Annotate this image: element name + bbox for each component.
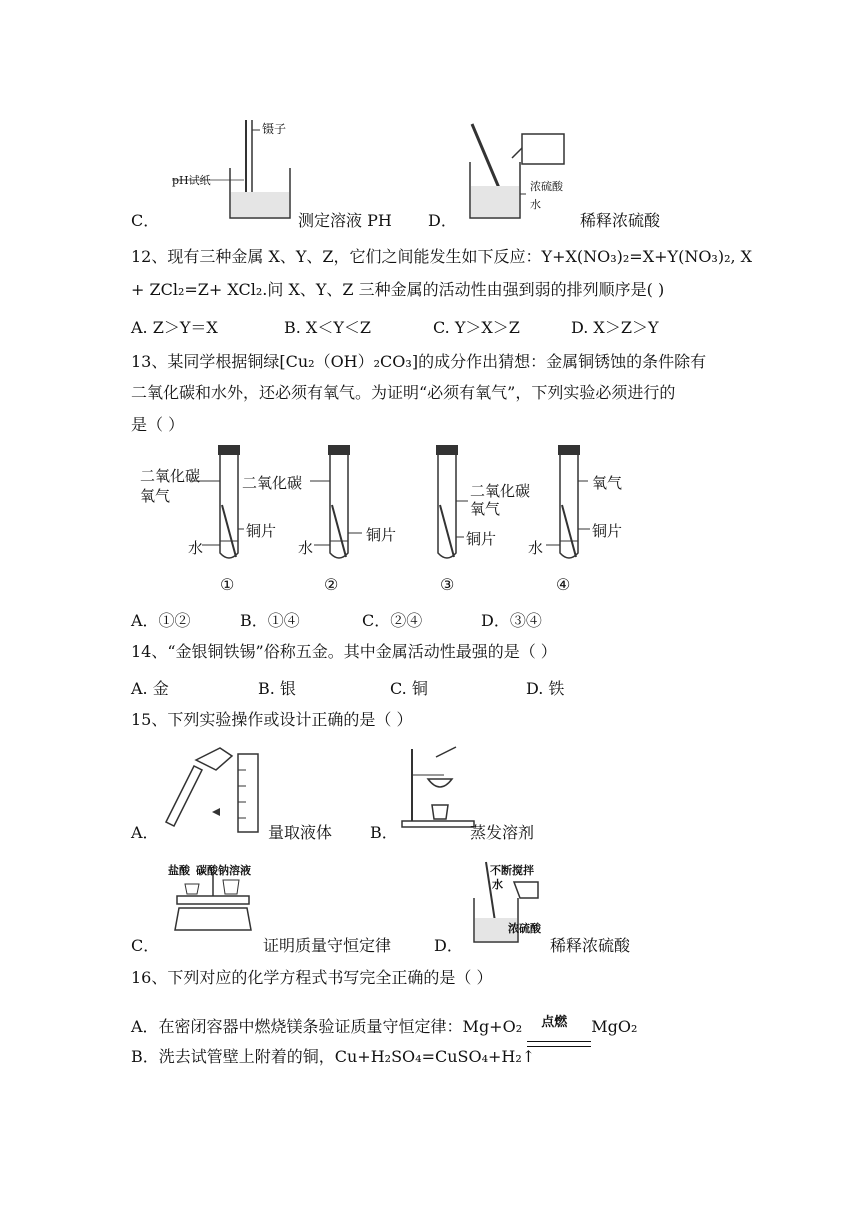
evaporate-figure (400, 745, 480, 831)
hydrochloric-acid-label: 盐酸 (168, 864, 190, 877)
q11-c-letter: C． (131, 211, 160, 230)
tube-4-copper-label: 铜片 (592, 522, 623, 540)
tube-2-water-label: 水 (298, 539, 314, 557)
measure-liquid-figure (160, 740, 270, 840)
q13-option-b: B．①④ (240, 611, 300, 630)
tube-1-water-label: 水 (188, 539, 204, 557)
q13-stem-line-2: 二氧化碳和水外，还必须有氧气。为证明“必须有氧气”，下列实验必须进行的 (131, 383, 676, 402)
q15-d-caption: 稀释浓硫酸 (550, 936, 631, 955)
q15-c-letter: C． (131, 936, 160, 955)
tube-1-number: ① (220, 575, 235, 594)
tube-4-water-label: 水 (528, 539, 544, 557)
q16-option-b: B．洗去试管壁上附着的铜，Cu+H₂SO₄=CuSO₄+H₂↑ (131, 1047, 536, 1066)
stir-label: 不断搅拌 (490, 864, 534, 877)
q13-stem-line-1: 13、某同学根据铜绿[Cu₂（OH）₂CO₃]的成分作出猜想：金属铜锈蚀的条件除有 (131, 352, 707, 371)
q13-stem-line-3: 是（ ） (131, 415, 185, 434)
q12-option-b: B. X＜Y＜Z (284, 318, 372, 337)
q11-d-letter: D． (428, 211, 457, 230)
concentrated-acid-label-2: 浓硫酸 (508, 922, 541, 935)
q13-option-c: C．②④ (362, 611, 423, 630)
q14-option-b: B. 银 (258, 679, 296, 698)
q13-option-a: A．①② (131, 611, 191, 630)
tube-1-co2-label: 二氧化碳 (140, 467, 201, 485)
q16-a-text: A．在密闭容器中燃烧镁条验证质量守恒定律：Mg+O₂ (131, 1017, 523, 1036)
water-label-2: 水 (492, 878, 503, 891)
q15-b-caption: 蒸发溶剂 (470, 823, 535, 842)
q14-stem: 14、“金银铜铁锡”俗称五金。其中金属活动性最强的是（ ） (131, 642, 557, 661)
q14-option-d: D. 铁 (526, 679, 565, 698)
q13-option-d: D．③④ (481, 611, 542, 630)
tube-3-number: ③ (440, 575, 455, 594)
q16-stem: 16、下列对应的化学方程式书写完全正确的是（ ） (131, 968, 493, 987)
q12-option-d: D. X＞Z＞Y (571, 318, 659, 337)
tube-4-number: ④ (556, 575, 571, 594)
dilute-acid-figure-1 (460, 118, 580, 226)
q12-option-a: A. Z＞Y＝X (131, 318, 218, 337)
tweezers-label: 镊子 (262, 122, 287, 136)
q12-stem-line-1: 12、现有三种金属 X、Y、Z，它们之间能发生如下反应：Y+X(NO₃)₂=X+Y(NO₃)₂, X (131, 247, 753, 266)
tube-3-o2-label: 氧气 (470, 500, 501, 518)
tube-2-co2-label: 二氧化碳 (242, 474, 303, 492)
q15-a-caption: 量取液体 (268, 823, 333, 842)
sodium-carbonate-label: 碳酸钠溶液 (196, 864, 251, 877)
tube-4-o2-label: 氧气 (592, 474, 623, 492)
q15-stem: 15、下列实验操作或设计正确的是（ ） (131, 710, 413, 729)
concentrated-acid-label: 浓硫酸 (530, 180, 563, 193)
q15-a-letter: A． (131, 823, 159, 842)
ph-paper-label: pH试纸 (172, 174, 211, 187)
q12-stem-line-2: + ZCl₂=Z+ XCl₂.问 X、Y、Z 三种金属的活动性由强到弱的排列顺序是( ) (131, 280, 665, 299)
q15-c-caption: 证明质量守恒定律 (263, 936, 392, 955)
water-label: 水 (530, 198, 541, 211)
tube-2-number: ② (324, 575, 339, 594)
q16-a-product: MgO₂ (591, 1017, 638, 1036)
q14-option-a: A. 金 (131, 679, 169, 698)
equals-bar (527, 1041, 591, 1047)
condition-ignite: 点燃 (541, 1015, 568, 1030)
tube-1-copper-label: 铜片 (246, 522, 277, 540)
q15-b-letter: B． (370, 823, 398, 842)
q12-option-c: C. Y＞X＞Z (433, 318, 520, 337)
tube-3-copper-label: 铜片 (466, 530, 497, 548)
q11-d-caption: 稀释浓硫酸 (580, 211, 661, 230)
q16-option-a (131, 1016, 637, 1038)
q15-d-letter: D． (434, 936, 463, 955)
q11-c-caption: 测定溶液 PH (298, 211, 392, 230)
tube-3-co2-label: 二氧化碳 (470, 482, 531, 500)
tube-2-copper-label: 铜片 (366, 526, 397, 544)
tube-1-o2-label: 氧气 (140, 487, 171, 505)
q14-option-c: C. 铜 (390, 679, 428, 698)
